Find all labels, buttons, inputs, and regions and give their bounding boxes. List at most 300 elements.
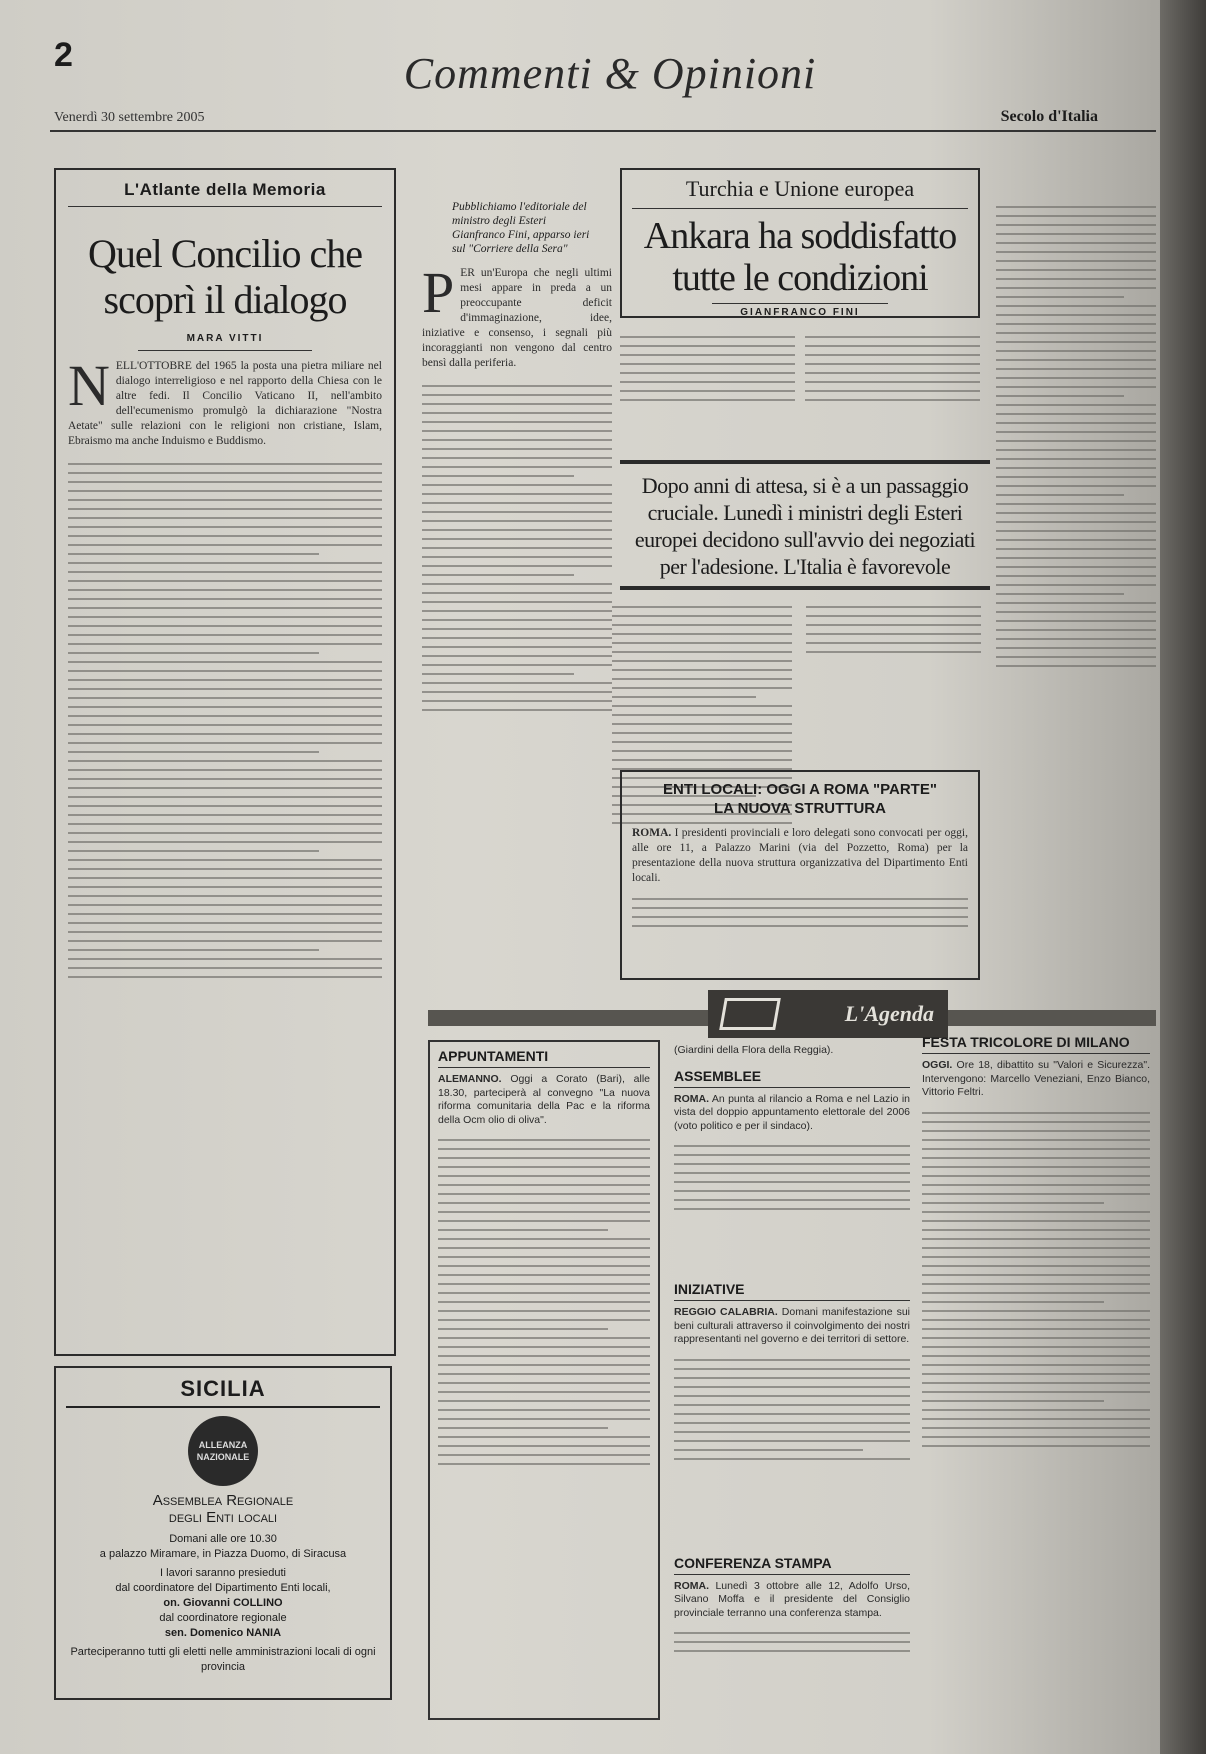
text-line [438, 1310, 650, 1312]
text-line [438, 1427, 608, 1429]
section-title: Commenti & Opinioni [403, 49, 817, 98]
text-line [612, 642, 792, 644]
text-line [620, 390, 795, 392]
text-line [422, 682, 612, 684]
text-line [422, 457, 612, 459]
enti-locali-body-text [632, 892, 968, 962]
text-line [422, 448, 612, 450]
text-line [68, 751, 319, 753]
sicilia-line3: I lavori saranno presieduti [160, 1567, 286, 1579]
text-line [422, 565, 612, 567]
text-line [422, 502, 612, 504]
page-number: 2 [54, 36, 73, 74]
text-line [612, 633, 792, 635]
text-line [996, 260, 1156, 262]
text-line [996, 332, 1156, 334]
text-line [996, 647, 1156, 649]
text-line [68, 580, 382, 582]
text-line [922, 1148, 1150, 1150]
text-line [922, 1211, 1150, 1213]
text-line [438, 1202, 650, 1204]
text-line [996, 404, 1156, 406]
text-line [620, 399, 795, 401]
turchia-kicker: Turchia e Unione europea [632, 176, 968, 209]
atlante-dropcap: N [68, 353, 110, 418]
atlante-byline: MARA VITTI [138, 333, 312, 351]
text-line [674, 1145, 910, 1147]
dateline: Venerdì 30 settembre 2005 [54, 110, 205, 125]
text-line [68, 967, 382, 969]
text-line [674, 1395, 910, 1397]
text-line [996, 575, 1156, 577]
text-line [438, 1364, 650, 1366]
text-line [996, 503, 1156, 505]
text-line [674, 1404, 910, 1406]
text-line [922, 1265, 1150, 1267]
text-line [68, 949, 319, 951]
text-line [438, 1193, 650, 1195]
text-line [68, 904, 382, 906]
text-line [922, 1184, 1150, 1186]
text-line [68, 679, 382, 681]
editoriale-body-col3 [806, 600, 981, 700]
text-line [438, 1445, 650, 1447]
text-line [805, 336, 980, 338]
text-line [922, 1175, 1150, 1177]
text-line [996, 269, 1156, 271]
text-line [922, 1301, 1104, 1303]
text-line [922, 1283, 1150, 1285]
sicilia-heading1: Assemblea Regionale [152, 1492, 294, 1509]
text-line [68, 481, 382, 483]
text-line [422, 412, 612, 414]
text-line [68, 517, 382, 519]
masthead: Secolo d'Italia [1000, 108, 1098, 125]
conferenza-stampa-heading: CONFERENZA STAMPA [674, 1555, 910, 1575]
text-line [68, 940, 382, 942]
text-line [68, 634, 382, 636]
text-line [806, 615, 981, 617]
text-line [996, 359, 1156, 361]
text-line [620, 336, 795, 338]
text-line [68, 571, 382, 573]
text-line [674, 1377, 910, 1379]
text-line [68, 814, 382, 816]
text-line [68, 562, 382, 564]
text-line [68, 697, 382, 699]
text-line [922, 1310, 1150, 1312]
text-line [68, 886, 382, 888]
text-line [674, 1386, 910, 1388]
text-line [922, 1292, 1150, 1294]
atlante-box [54, 168, 396, 1356]
assemblee-lead: ROMA. An punta al rilancio a Roma e nel Lazio in vista del doppio appuntamento elettorale del 2006 (voto politico e per il sindaco). [674, 1092, 910, 1132]
text-line [922, 1229, 1150, 1231]
text-line [68, 526, 382, 528]
text-line [806, 606, 981, 608]
giardini-text: (Giardini della Flora della Reggia). [674, 1044, 834, 1056]
text-line [438, 1337, 650, 1339]
text-line [68, 841, 382, 843]
text-line [612, 759, 792, 761]
text-line [68, 931, 382, 933]
sicilia-line2: a palazzo Miramare, in Piazza Duomo, di Siracusa [99, 1548, 347, 1560]
text-line [674, 1413, 910, 1415]
text-line [805, 390, 980, 392]
text-line [422, 484, 612, 486]
text-line [632, 925, 968, 927]
text-line [674, 1440, 910, 1442]
text-line [805, 345, 980, 347]
text-line [438, 1247, 650, 1249]
text-line [438, 1328, 608, 1330]
text-line [422, 646, 612, 648]
text-line [922, 1202, 1104, 1204]
text-line [996, 350, 1156, 352]
text-line [68, 598, 382, 600]
text-line [612, 687, 792, 689]
text-line [438, 1211, 650, 1213]
text-line [996, 458, 1156, 460]
text-line [674, 1449, 863, 1451]
text-line [996, 521, 1156, 523]
text-line [806, 651, 981, 653]
text-line [922, 1346, 1150, 1348]
text-line [922, 1427, 1150, 1429]
text-line [674, 1431, 910, 1433]
turchia-body-col1 [620, 330, 795, 450]
text-line [422, 529, 612, 531]
text-line [68, 616, 382, 618]
page-fold-shadow [1160, 0, 1206, 1754]
text-line [68, 958, 382, 960]
text-line [68, 787, 382, 789]
appuntamenti-lead: ALEMANNO. Oggi a Corato (Bari), alle 18.30, parteciperà al convegno "La nuova riforma comunitaria della Pac e la riforma della Ocm olio di oliva". [438, 1073, 650, 1126]
text-line [438, 1319, 650, 1321]
sicilia-heading2: degli Enti locali [168, 1509, 278, 1526]
atlante-lead: NELL'OTTOBRE del 1965 la posta una pietra miliare nel dialogo interreligioso e nel rapporto della Chiesa con le altre fedi. Il Concilio Vaticano II, nell'ambito dell'ecumenismo promulgò la dichiarazione "Nostra Aetate" sulle relazioni con le religioni non cristiane, Islam, Ebraismo ma anche Induismo e Buddismo. [68, 353, 382, 447]
text-line [674, 1163, 910, 1165]
festa-tricolore-lead: OGGI. Ore 18, dibattito su "Valori e Sicurezza". Intervengono: Marcello Veneziani, Enzo Bianco, Vittorio Feltri. [922, 1059, 1150, 1098]
text-line [996, 395, 1124, 397]
text-line [996, 557, 1156, 559]
festa-tricolore-heading: FESTA TRICOLORE DI MILANO [922, 1034, 1150, 1054]
text-line [922, 1193, 1150, 1195]
text-line [438, 1220, 650, 1222]
text-line [674, 1632, 910, 1634]
text-line [996, 530, 1156, 532]
text-line [68, 733, 382, 735]
text-line [674, 1359, 910, 1361]
text-line [422, 466, 612, 468]
text-line [996, 512, 1156, 514]
text-line [996, 593, 1124, 595]
text-line [996, 215, 1156, 217]
agenda-col1 [428, 1040, 660, 1720]
text-line [422, 574, 574, 576]
text-line [438, 1400, 650, 1402]
turchia-title: Ankara ha soddisfatto tutte le condizioni [643, 215, 957, 299]
iniziative-heading: INIZIATIVE [674, 1281, 910, 1301]
text-line [438, 1139, 650, 1141]
editoriale-dropcap: P [422, 260, 455, 325]
turchia-body-col2 [805, 330, 980, 450]
text-line [612, 741, 792, 743]
text-line [422, 430, 612, 432]
text-line [422, 493, 612, 495]
text-line [996, 494, 1124, 496]
text-line [922, 1274, 1150, 1276]
editoriale-body-text [422, 379, 612, 939]
text-line [922, 1139, 1150, 1141]
text-line [438, 1301, 650, 1303]
text-line [68, 913, 382, 915]
text-line [68, 868, 382, 870]
text-line [996, 278, 1156, 280]
text-line [68, 625, 382, 627]
text-line [68, 652, 319, 654]
text-line [422, 628, 612, 630]
sicilia-line1: Domani alle ore 10.30 [169, 1533, 277, 1545]
text-line [996, 206, 1156, 208]
text-line [68, 742, 382, 744]
text-line [922, 1436, 1150, 1438]
text-line [922, 1337, 1150, 1339]
text-line [422, 538, 612, 540]
text-line [422, 547, 612, 549]
text-line [612, 750, 792, 752]
text-line [632, 898, 968, 900]
text-line [68, 643, 382, 645]
text-line [612, 624, 792, 626]
text-line [422, 700, 612, 702]
text-line [612, 696, 756, 698]
text-line [612, 669, 792, 671]
text-line [806, 642, 981, 644]
festa-tricolore-body-text [922, 1106, 1150, 1686]
text-line [922, 1373, 1150, 1375]
text-line [996, 431, 1156, 433]
text-line [996, 224, 1156, 226]
turchia-headline-box [620, 168, 980, 318]
text-line [922, 1382, 1150, 1384]
text-line [996, 422, 1156, 424]
header-rule [50, 130, 1156, 132]
text-line [612, 714, 792, 716]
text-line [438, 1265, 650, 1267]
text-line [996, 233, 1156, 235]
text-line [996, 413, 1156, 415]
text-line [422, 709, 612, 711]
iniziative-lead: REGGIO CALABRIA. Domani manifestazione sui beni culturali attraverso il coinvolgimento dei nostri rappresentanti nel governo e dei territori di settore. [674, 1306, 911, 1345]
text-line [422, 385, 612, 387]
text-line [996, 584, 1156, 586]
text-line [805, 372, 980, 374]
text-line [996, 341, 1156, 343]
text-line [422, 439, 612, 441]
text-line [620, 363, 795, 365]
text-line [996, 386, 1156, 388]
text-line [68, 706, 382, 708]
text-line [422, 610, 612, 612]
appuntamenti-heading: APPUNTAMENTI [438, 1048, 650, 1068]
text-line [438, 1238, 650, 1240]
text-line [674, 1199, 910, 1201]
text-line [996, 602, 1156, 604]
text-line [68, 607, 382, 609]
text-line [922, 1409, 1150, 1411]
editoriale-intro: Pubblichiamo l'editoriale del ministro degli Esteri Gianfranco Fini, apparso ieri sul "Corriere della Sera" [452, 201, 590, 255]
text-line [996, 566, 1156, 568]
text-line [438, 1418, 650, 1420]
editoriale-column [422, 200, 612, 980]
text-line [996, 665, 1156, 667]
sicilia-line7: sen. Domenico NANIA [164, 1627, 282, 1639]
text-line [438, 1166, 650, 1168]
text-line [422, 691, 612, 693]
text-line [674, 1172, 910, 1174]
text-line [922, 1157, 1150, 1159]
text-line [674, 1208, 910, 1210]
assemblee-heading: ASSEMBLEE [674, 1068, 910, 1088]
text-line [922, 1256, 1150, 1258]
text-line [620, 345, 795, 347]
text-line [996, 638, 1156, 640]
assemblee-body-text [674, 1139, 910, 1269]
sicilia-title: SICILIA [66, 1376, 380, 1408]
text-line [438, 1229, 608, 1231]
text-line [68, 661, 382, 663]
sicilia-line4: dal coordinatore del Dipartimento Enti locali, [115, 1582, 331, 1594]
text-line [438, 1184, 650, 1186]
text-line [922, 1418, 1150, 1420]
conferenza-stampa-lead: ROMA. Lunedì 3 ottobre alle 12, Adolfo Urso, Silvano Moffa e il presidente del Consiglio provinciale terranno una conferenza stampa. [674, 1579, 910, 1619]
text-line [612, 723, 792, 725]
text-line [438, 1175, 650, 1177]
agenda-title: L'Agenda [708, 990, 948, 1038]
text-line [422, 619, 612, 621]
text-line [996, 305, 1156, 307]
atlante-kicker: L'Atlante della Memoria [68, 180, 382, 207]
conferenza-stampa-body-text [674, 1626, 910, 1676]
text-line [805, 354, 980, 356]
text-line [996, 368, 1156, 370]
text-line [68, 490, 382, 492]
text-line [674, 1650, 910, 1652]
text-line [422, 520, 612, 522]
text-line [438, 1274, 650, 1276]
text-line [996, 440, 1156, 442]
text-line [68, 823, 382, 825]
text-line [438, 1454, 650, 1456]
agenda-section [428, 990, 1156, 1720]
text-line [922, 1445, 1150, 1447]
text-line [68, 499, 382, 501]
text-line [612, 651, 792, 653]
text-line [612, 615, 792, 617]
text-line [996, 548, 1156, 550]
text-line [674, 1181, 910, 1183]
text-line [620, 354, 795, 356]
text-line [674, 1422, 910, 1424]
text-line [632, 907, 968, 909]
text-line [922, 1112, 1150, 1114]
text-line [922, 1355, 1150, 1357]
text-line [68, 769, 382, 771]
text-line [922, 1238, 1150, 1240]
text-line [422, 592, 612, 594]
text-line [68, 850, 319, 852]
text-line [922, 1166, 1150, 1168]
text-line [922, 1364, 1150, 1366]
text-line [68, 922, 382, 924]
text-line [68, 859, 382, 861]
text-line [996, 242, 1156, 244]
agenda-col2 [670, 1040, 914, 1728]
text-line [422, 601, 612, 603]
text-line [674, 1190, 910, 1192]
text-line [68, 508, 382, 510]
text-line [422, 403, 612, 405]
text-line [674, 1154, 910, 1156]
text-line [68, 472, 382, 474]
text-line [68, 796, 382, 798]
sicilia-line8: Parteciperanno tutti gli eletti nelle amministrazioni locali di ogni provincia [70, 1646, 376, 1673]
enti-locali-title: ENTI LOCALI: OGGI A ROMA "PARTE" LA NUOVA STRUTTURA [663, 781, 937, 817]
text-line [422, 556, 612, 558]
text-line [438, 1157, 650, 1159]
text-line [922, 1220, 1150, 1222]
appuntamenti-body-text [438, 1133, 650, 1693]
text-line [922, 1391, 1150, 1393]
iniziative-body-text [674, 1353, 910, 1543]
text-line [438, 1256, 650, 1258]
text-line [68, 670, 382, 672]
editoriale-lead: PER un'Europa che negli ultimi mesi appare in preda a un preoccupante deficit d'immaginazione, idee, iniziative e consenso, i segnali più incoraggianti non vengono dal centro bensì dalla periferia. [422, 260, 612, 369]
text-line [68, 463, 382, 465]
text-line [422, 664, 612, 666]
text-line [805, 363, 980, 365]
text-line [996, 296, 1124, 298]
text-line [422, 475, 574, 477]
text-line [68, 535, 382, 537]
text-line [68, 715, 382, 717]
text-line [68, 778, 382, 780]
text-line [68, 760, 382, 762]
turchia-subhead-box [620, 460, 990, 590]
text-line [996, 629, 1156, 631]
text-line [612, 606, 792, 608]
text-line [922, 1319, 1150, 1321]
text-line [438, 1346, 650, 1348]
text-line [996, 476, 1156, 478]
text-line [438, 1409, 650, 1411]
text-line [674, 1458, 910, 1460]
text-line [922, 1247, 1150, 1249]
enti-locali-box [620, 770, 980, 980]
text-line [612, 678, 792, 680]
text-line [805, 381, 980, 383]
text-line [612, 732, 792, 734]
text-line [68, 805, 382, 807]
atlante-title: Quel Concilio che scoprì il dialogo [87, 231, 363, 322]
text-line [674, 1641, 910, 1643]
text-line [674, 1368, 910, 1370]
text-line [806, 624, 981, 626]
text-line [422, 511, 612, 513]
text-line [68, 976, 382, 978]
text-line [612, 705, 792, 707]
